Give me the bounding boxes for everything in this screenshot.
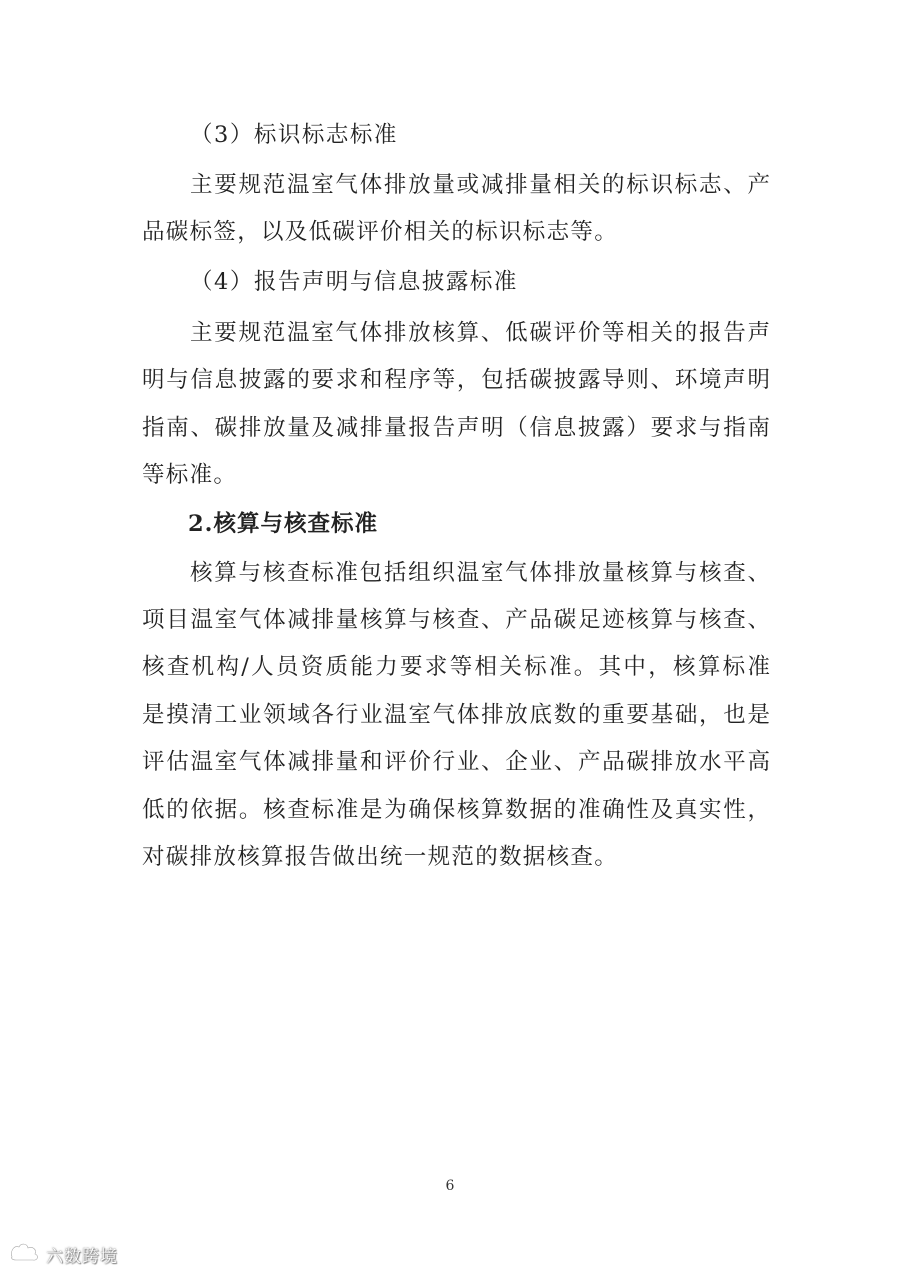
page-number: 6 — [445, 1178, 455, 1194]
section-4-line-1: 主要规范温室气体排放核算、低碳评价等相关的报告声 — [190, 320, 770, 346]
section-4-heading: （4）报告声明与信息披露标准 — [190, 269, 518, 295]
section-4-line-2: 明与信息披露的要求和程序等，包括碳披露导则、环境声明 — [142, 367, 770, 393]
section-2-line-2: 项目温室气体减排量核算与核查、产品碳足迹核算与核查、 — [142, 607, 770, 633]
section-2-line-5: 评估温室气体减排量和评价行业、企业、产品碳排放水平高 — [142, 749, 770, 775]
section-4-line-4: 等标准。 — [142, 462, 238, 488]
section-2-heading: 2.核算与核查标准 — [188, 511, 378, 537]
watermark-text: 六数跨境 — [46, 1246, 118, 1267]
section-3-line-2: 品碳标签，以及低碳评价相关的标识标志等。 — [142, 219, 619, 245]
section-4-line-3: 指南、碳排放量及减排量报告声明（信息披露）要求与指南 — [142, 415, 770, 441]
section-3-heading: （3）标识标志标准 — [190, 122, 398, 148]
watermark-logo-icon — [8, 1241, 42, 1267]
section-2-line-1: 核算与核查标准包括组织温室气体排放量核算与核查、 — [190, 560, 770, 586]
section-2-line-4: 是摸清工业领域各行业温室气体排放底数的重要基础，也是 — [142, 702, 770, 728]
section-3-line-1: 主要规范温室气体排放量或减排量相关的标识标志、产 — [190, 172, 770, 198]
section-2-line-6: 低的依据。核查标准是为确保核算数据的准确性及真实性， — [142, 797, 770, 823]
watermark — [8, 1240, 118, 1268]
section-2-line-7: 对碳排放核算报告做出统一规范的数据核查。 — [142, 844, 619, 870]
section-2-line-3: 核查机构/人员资质能力要求等相关标准。其中，核算标准 — [142, 654, 770, 680]
